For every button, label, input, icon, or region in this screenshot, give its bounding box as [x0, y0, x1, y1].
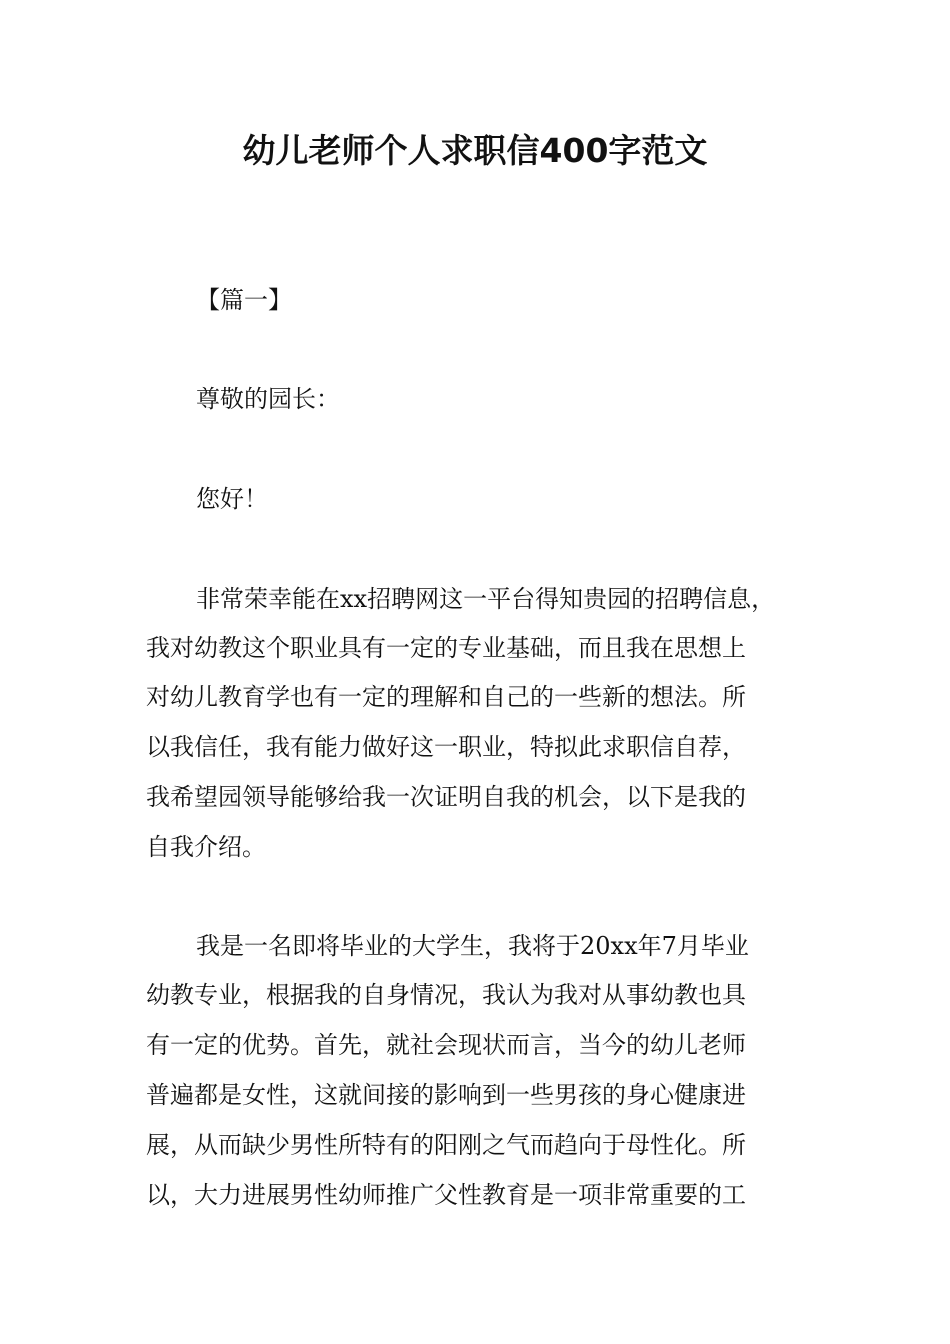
paragraph-2-line-1: 我是一名即将毕业的大学生，我将于20xx年7月毕业 — [196, 932, 749, 960]
paragraph-2-line-2: 幼教专业，根据我的自身情况，我认为我对从事幼教也具 — [146, 981, 746, 1009]
paragraph-1-line-5: 我希望园领导能够给我一次证明自我的机会，以下是我的 — [146, 783, 746, 811]
paragraph-2-line-5: 展，从而缺少男性所特有的阳刚之气而趋向于母性化。所 — [146, 1131, 746, 1159]
document-title: 幼儿老师个人求职信400字范文 — [242, 131, 708, 170]
paragraph-1-line-6: 自我介绍。 — [146, 833, 266, 861]
section-label: 【篇一】 — [196, 286, 292, 314]
paragraph-2-line-6: 以，大力进展男性幼师推广父性教育是一项非常重要的工 — [146, 1181, 746, 1209]
paragraph-2-line-4: 普遍都是女性，这就间接的影响到一些男孩的身心健康进 — [146, 1081, 746, 1109]
greeting: 您好！ — [196, 485, 268, 513]
paragraph-1-line-1: 非常荣幸能在xx招聘网这一平台得知贵园的招聘信息， — [196, 585, 776, 613]
salutation: 尊敬的园长： — [196, 385, 340, 413]
paragraph-1-line-2: 我对幼教这个职业具有一定的专业基础，而且我在思想上 — [146, 634, 746, 662]
paragraph-2-line-3: 有一定的优势。首先，就社会现状而言，当今的幼儿老师 — [146, 1031, 746, 1059]
paragraph-1-line-3: 对幼儿教育学也有一定的理解和自己的一些新的想法。所 — [146, 683, 746, 711]
paragraph-1-line-4: 以我信任，我有能力做好这一职业，特拟此求职信自荐， — [146, 733, 746, 761]
